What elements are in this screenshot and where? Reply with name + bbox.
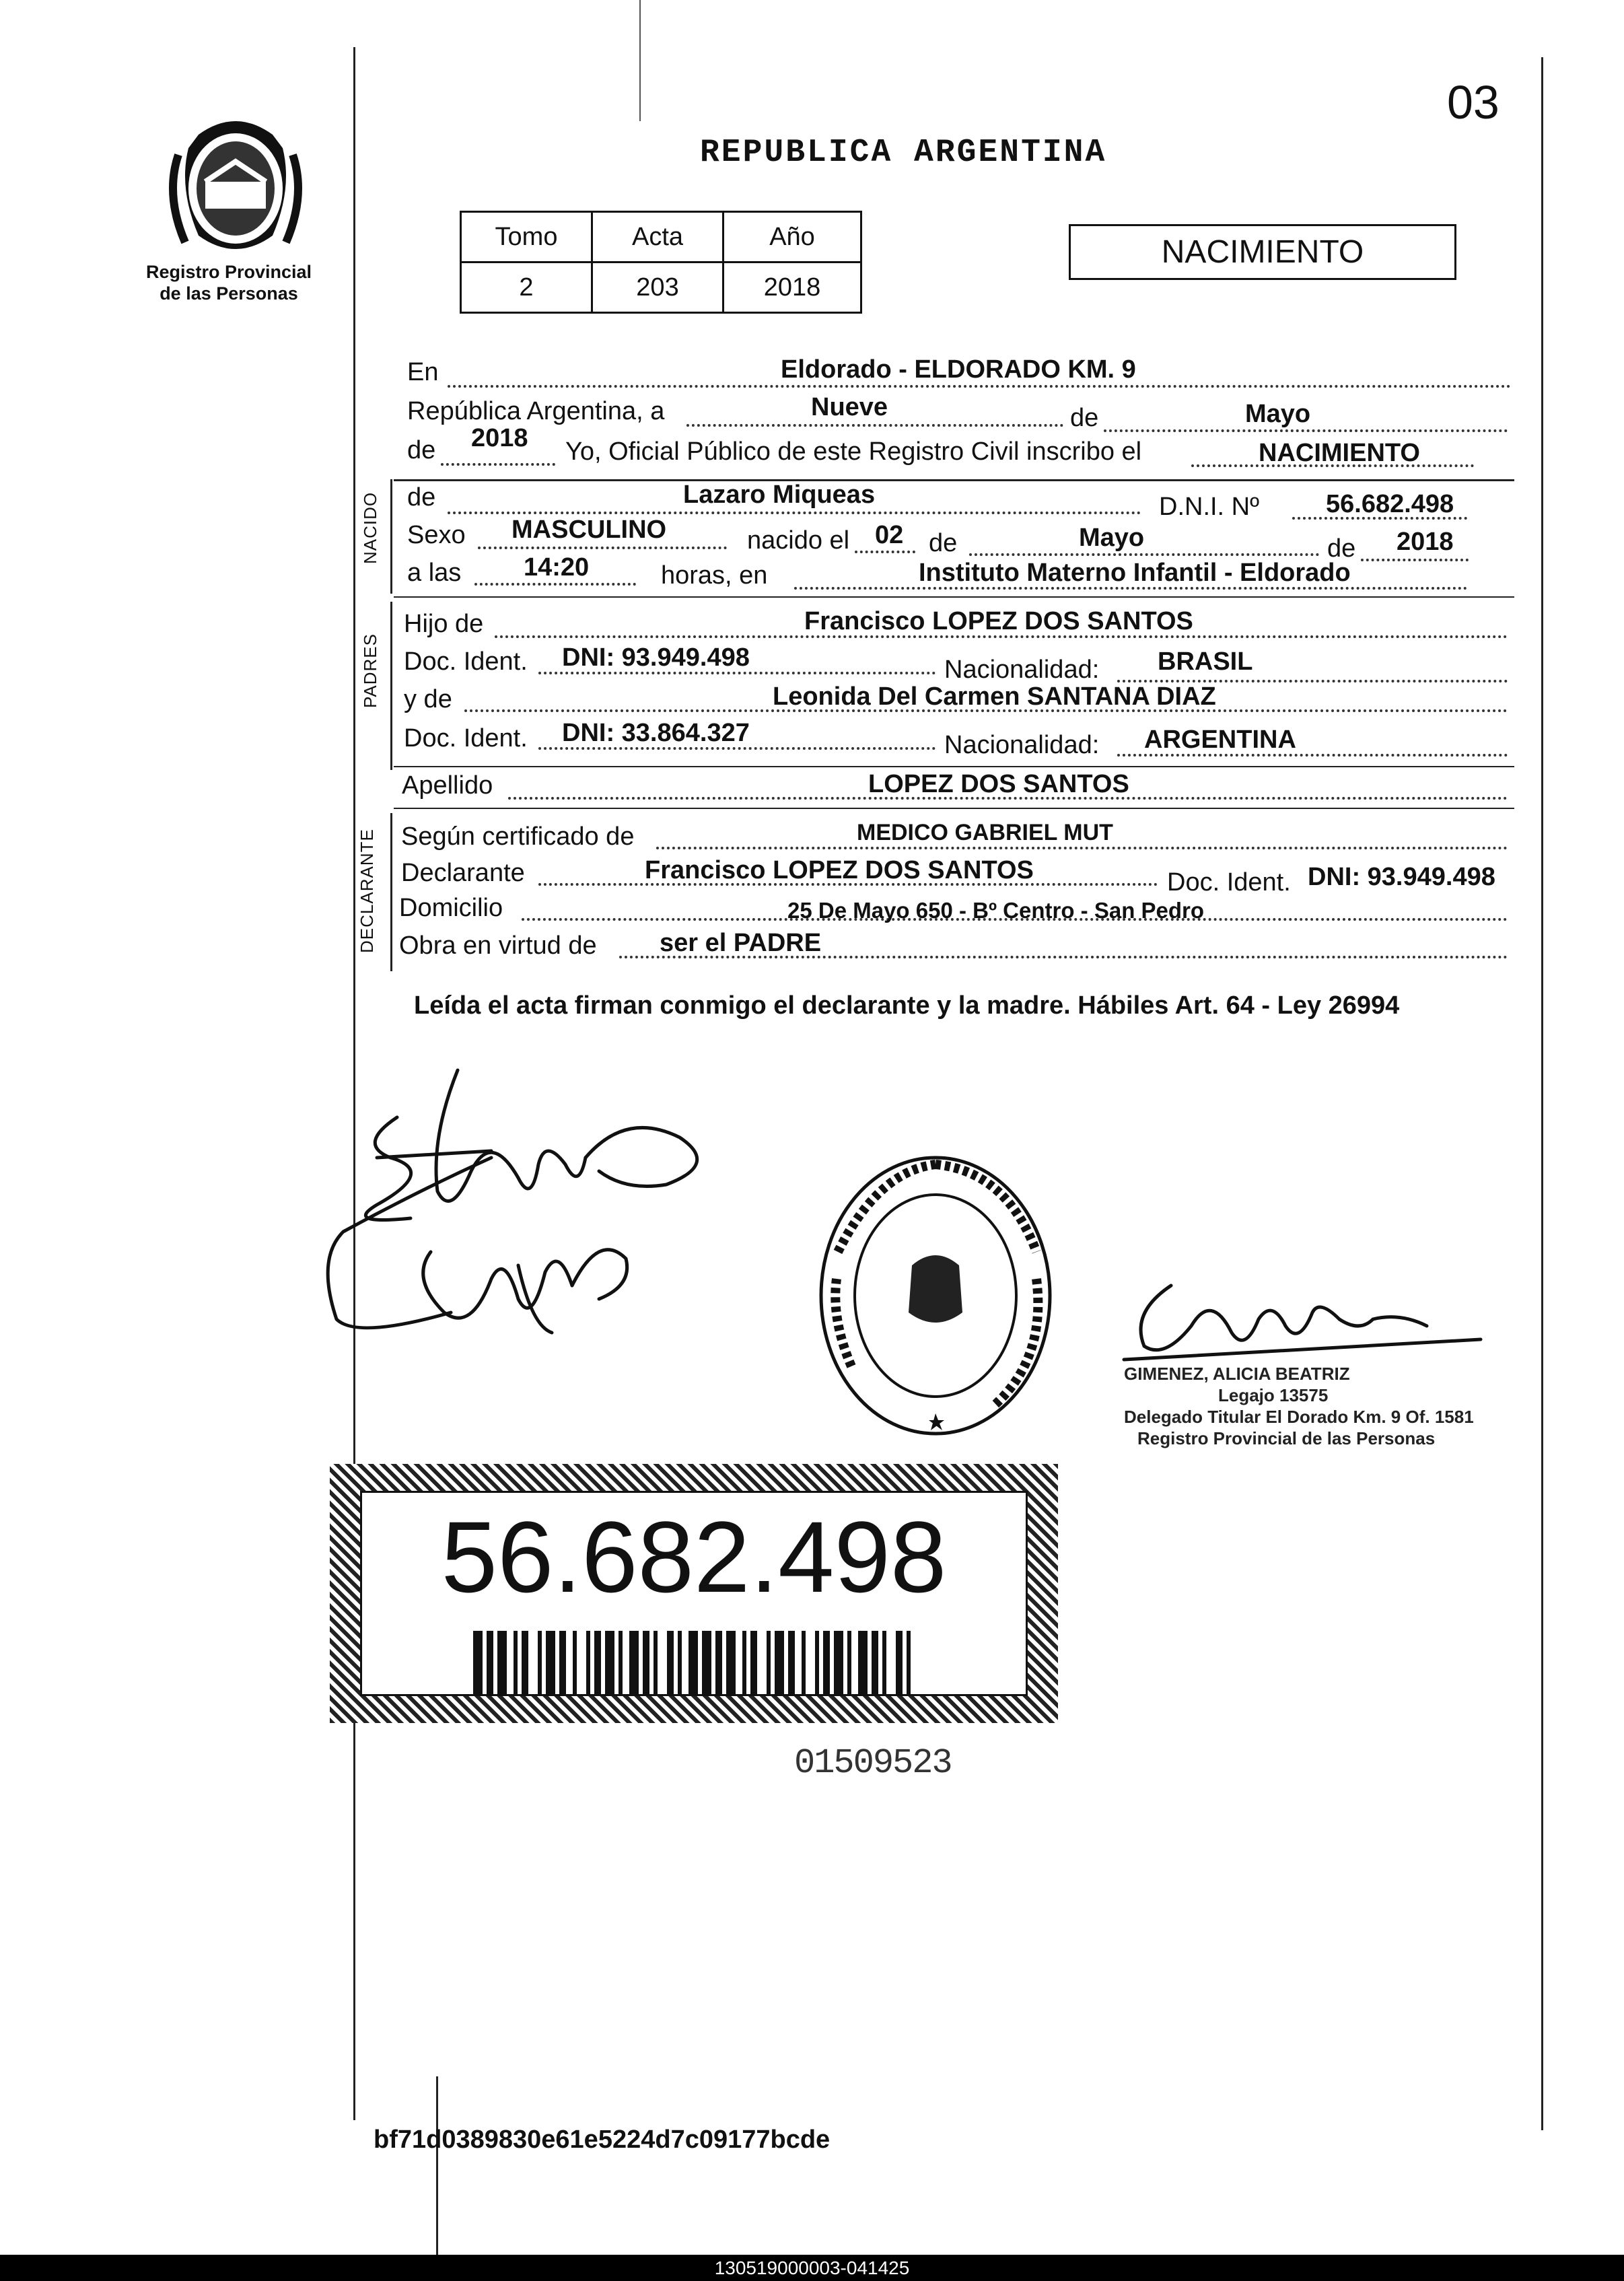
- label-horas-en: horas, en: [661, 561, 768, 590]
- month-word-value: Mayo: [1245, 400, 1311, 428]
- label-doc-ident-father: Doc. Ident.: [404, 647, 528, 676]
- sex-value: MASCULINO: [511, 516, 667, 544]
- year-value: 2018: [471, 424, 528, 452]
- label-a-las: a las: [407, 559, 462, 587]
- child-dni-value: 56.682.498: [1326, 490, 1454, 518]
- label-sexo: Sexo: [407, 521, 466, 549]
- page-number: 03: [1447, 76, 1499, 129]
- section-label-nacido: NACIDO: [360, 491, 380, 564]
- address-value: 25 De Mayo 650 - Bº Centro - San Pedro: [787, 898, 1205, 923]
- registry-table: [460, 211, 862, 314]
- control-number: 01509523: [794, 1743, 952, 1783]
- officer-stamp: [1124, 1363, 1474, 1449]
- fold-line-top: [639, 0, 641, 121]
- officer-stamp-line1: GIMENEZ, ALICIA BEATRIZ: [1124, 1364, 1350, 1384]
- country-title: REPUBLICA ARGENTINA: [700, 135, 1107, 171]
- officer-stamp-line4: Registro Provincial de las Personas: [1137, 1428, 1436, 1448]
- child-name-value: Lazaro Miqueas: [683, 481, 876, 509]
- birth-year-value: 2018: [1397, 528, 1454, 556]
- fill-line: [969, 553, 1319, 556]
- handwritten-signatures-icon: [316, 1057, 747, 1370]
- dni-sticker: [330, 1464, 1058, 1723]
- label-de: de: [1070, 404, 1099, 432]
- label-segun-certificado: Según certificado de: [401, 822, 635, 851]
- label-nacionalidad-mother: Nacionalidad:: [944, 731, 1100, 759]
- section-divider: [394, 596, 1514, 598]
- mother-nationality-value: ARGENTINA: [1144, 726, 1296, 754]
- label-y-de: y de: [404, 685, 452, 713]
- inscription-type-value: NACIMIENTO: [1259, 439, 1420, 467]
- registry-value-anio: 2018: [723, 262, 861, 313]
- label-de-child: de: [407, 483, 436, 512]
- section-label-declarante: DECLARANTE: [357, 829, 377, 953]
- bottom-code-bar: 130519000003-041425: [0, 2255, 1624, 2281]
- birth-day-value: 02: [875, 521, 904, 549]
- province-seal-icon: [158, 108, 313, 262]
- section-divider: [394, 808, 1514, 809]
- registry-header-tomo: Tomo: [461, 212, 592, 262]
- certificate-by-value: MEDICO GABRIEL MUT: [857, 820, 1113, 845]
- record-type-box: NACIMIENTO: [1069, 224, 1456, 280]
- fill-line: [448, 512, 1141, 514]
- day-word-value: Nueve: [811, 393, 888, 421]
- place-value: Eldorado - ELDORADO KM. 9: [781, 355, 1136, 384]
- label-republica: República Argentina, a: [407, 397, 665, 425]
- label-inscribo: Yo, Oficial Público de este Registro Civil inscribo el: [565, 437, 1142, 466]
- registry-header-anio: Año: [723, 212, 861, 262]
- registry-stamp-icon: [811, 1144, 1060, 1457]
- father-nationality-value: BRASIL: [1158, 647, 1253, 676]
- father-doc-value: DNI: 93.949.498: [562, 643, 750, 672]
- fold-line-bottom: [436, 2076, 438, 2278]
- label-en: En: [407, 358, 439, 386]
- fill-line: [1361, 559, 1469, 561]
- org-name: [121, 261, 337, 304]
- declarant-name-value: Francisco LOPEZ DOS SANTOS: [645, 856, 1034, 884]
- birth-place-value: Instituto Materno Infantil - Eldorado: [919, 559, 1351, 587]
- sticker-dni-number: 56.682.498: [441, 1500, 947, 1613]
- registry-value-tomo: 2: [461, 262, 592, 313]
- label-nacido-el: nacido el: [747, 526, 850, 555]
- officer-stamp-line3: Delegado Titular El Dorado Km. 9 Of. 1581: [1124, 1407, 1474, 1427]
- barcode-icon: [473, 1631, 917, 1695]
- org-name-line2: de las Personas: [160, 283, 298, 304]
- footer-legal-text: Leída el acta firman conmigo el declarante y la madre. Hábiles Art. 64 - Ley 26994: [414, 991, 1400, 1020]
- birth-month-value: Mayo: [1079, 524, 1145, 552]
- document-hash: bf71d0389830e61e5224d7c09177bcde: [374, 2126, 831, 2154]
- father-name-value: Francisco LOPEZ DOS SANTOS: [804, 607, 1193, 635]
- section-label-padres: PADRES: [360, 633, 380, 708]
- fill-line: [474, 583, 636, 586]
- label-de-year: de: [407, 436, 436, 464]
- registry-value-acta: 203: [592, 262, 723, 313]
- acting-as-value: ser el PADRE: [660, 929, 822, 957]
- dni-sticker-inner: [360, 1491, 1028, 1696]
- label-declarante: Declarante: [401, 859, 525, 887]
- mother-doc-value: DNI: 33.864.327: [562, 719, 750, 747]
- label-doc-ident-mother: Doc. Ident.: [404, 724, 528, 752]
- officer-signature-icon: [1117, 1265, 1494, 1370]
- fill-line: [686, 424, 1063, 427]
- birth-time-value: 14:20: [524, 553, 590, 582]
- fill-line: [448, 385, 1511, 388]
- label-domicilio: Domicilio: [399, 894, 503, 922]
- fill-line: [855, 551, 915, 553]
- fill-line: [1104, 429, 1508, 432]
- label-obra: Obra en virtud de: [399, 932, 597, 960]
- label-de-year2: de: [1327, 534, 1356, 563]
- label-doc-ident-declarant: Doc. Ident.: [1167, 868, 1291, 897]
- fill-line: [478, 547, 727, 549]
- label-dni: D.N.I. Nº: [1159, 493, 1259, 521]
- surname-value: LOPEZ DOS SANTOS: [868, 770, 1129, 798]
- section-bracket-padres: [390, 602, 392, 770]
- section-bracket-nacido: [390, 479, 392, 594]
- label-nacionalidad-father: Nacionalidad:: [944, 656, 1100, 684]
- registry-header-acta: Acta: [592, 212, 723, 262]
- label-apellido: Apellido: [402, 771, 493, 800]
- fill-line: [441, 463, 555, 466]
- section-bracket-declarante: [390, 813, 392, 971]
- mother-name-value: Leonida Del Carmen SANTANA DIAZ: [773, 682, 1216, 711]
- section-divider: [394, 479, 1514, 481]
- fill-line: [656, 847, 1508, 849]
- declarant-doc-value: DNI: 93.949.498: [1308, 863, 1495, 891]
- officer-stamp-line2: Legajo 13575: [1218, 1385, 1329, 1405]
- right-border-line: [1541, 57, 1543, 2130]
- section-divider: [394, 766, 1514, 767]
- label-de-month: de: [929, 529, 958, 557]
- org-name-line1: Registro Provincial: [145, 262, 312, 282]
- label-hijo-de: Hijo de: [404, 610, 484, 638]
